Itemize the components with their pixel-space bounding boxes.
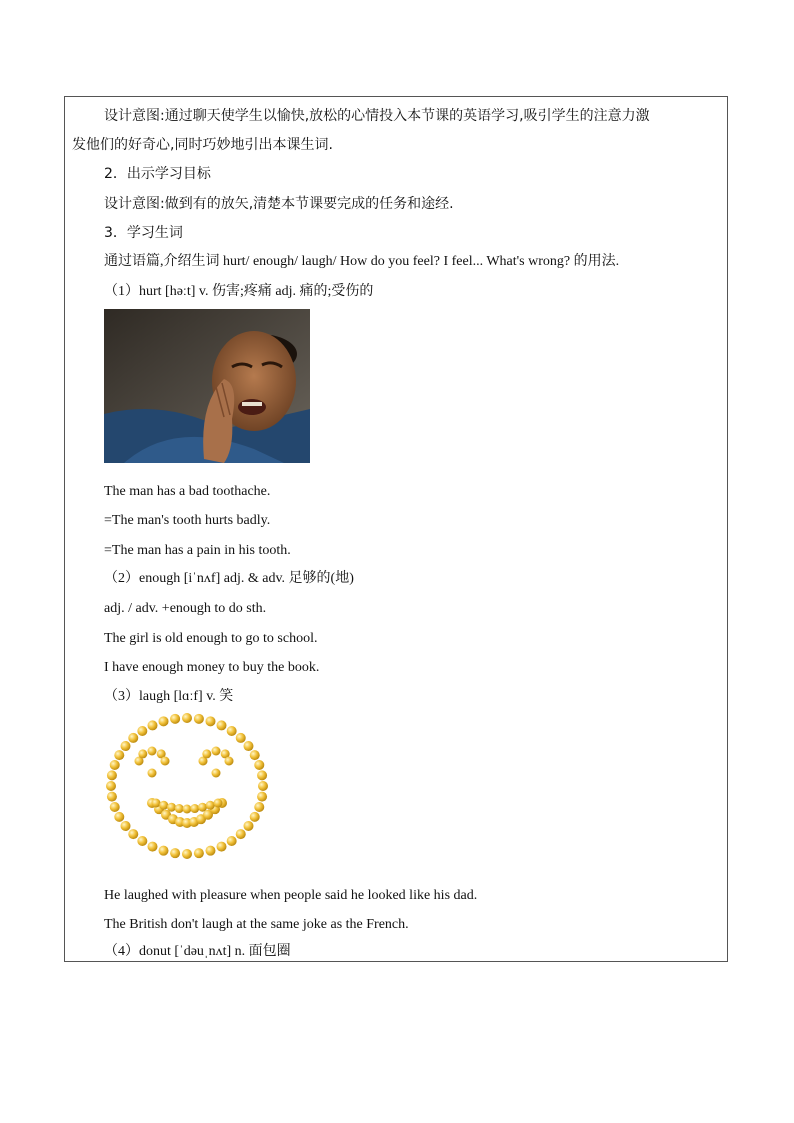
example-sentence-6: He laughed with pleasure when people said he looked like his dad. [104, 888, 478, 903]
example-sentence-2: =The man's tooth hurts badly. [104, 513, 271, 528]
example-sentence-3: =The man has a pain in his tooth. [104, 543, 291, 558]
golden-bead-smiley-icon [104, 713, 270, 863]
vocab-donut-entry: （4）donut [ˈdəuˌnʌt] n. 面包圈 [104, 944, 291, 959]
vocab-laugh-entry: （3）laugh [lɑːf] v. 笑 [104, 689, 234, 704]
enough-usage-pattern: adj. / adv. +enough to do sth. [104, 601, 267, 616]
example-sentence-5: I have enough money to buy the book. [104, 660, 320, 675]
vocab-hurt-entry: （1）hurt [həːt] v. 伤害;疼痛 adj. 痛的;受伤的 [104, 284, 374, 299]
design-intent-line-2: 发他们的好奇心,同时巧妙地引出本课生词. [72, 137, 333, 153]
example-sentence-1: The man has a bad toothache. [104, 484, 271, 499]
example-sentence-4: The girl is old enough to go to school. [104, 631, 318, 646]
example-sentence-7: The British don't laugh at the same joke as the French. [104, 917, 409, 932]
design-intent-step-2: 设计意图:做到有的放矢,清楚本节课要完成的任务和途经. [104, 196, 454, 212]
step-3-heading: 3．学习生词 [104, 225, 183, 241]
design-intent-line-1: 设计意图:通过聊天使学生以愉快,放松的心情投入本节课的英语学习,吸引学生的注意力激 [104, 108, 650, 124]
man-with-toothache-photo-icon [104, 309, 310, 463]
vocab-intro-line: 通过语篇,介绍生词 hurt/ enough/ laugh/ How do you feel? I feel... What's wrong? 的用法. [104, 254, 620, 269]
vocab-enough-entry: （2）enough [iˈnʌf] adj. & adv. 足够的(地) [104, 571, 354, 586]
step-2-heading: 2．出示学习目标 [104, 166, 211, 182]
